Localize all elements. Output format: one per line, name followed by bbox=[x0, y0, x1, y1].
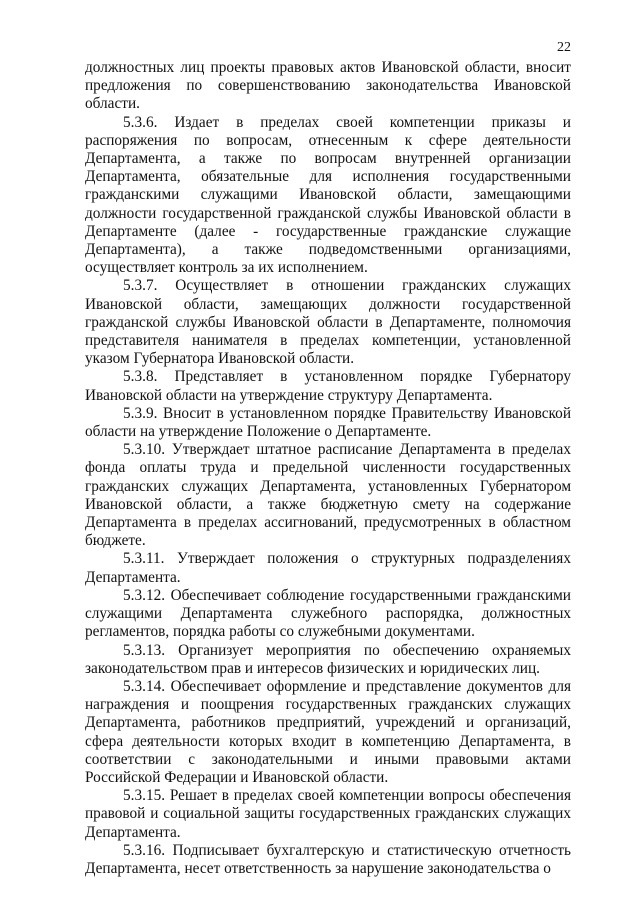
paragraph-5-3-13: 5.3.13. Организует мероприятия по обеспечению охраняемых законодательством прав и интересов физических и юридических лиц. bbox=[85, 641, 571, 677]
paragraph-5-3-16: 5.3.16. Подписывает бухгалтерскую и статистическую отчетность Департамента, несет ответственность за нарушение законодательства о bbox=[85, 841, 571, 877]
paragraph-5-3-6: 5.3.6. Издает в пределах своей компетенции приказы и распоряжения по вопросам, отнесенным к сфере деятельности Департамента, а также по вопросам внутренней организации Департамента, обязательные для исполнения государственными гражданскими служащими Ивановской области, замещающими должности государственной гражданской службы Ивановской области в Департаменте (далее - государственные гражданские служащие Департамента), а также подведомственными организациями, осуществляет контроль за их исполнением. bbox=[85, 113, 571, 277]
paragraph-5-3-9: 5.3.9. Вносит в установленном порядке Правительству Ивановской области на утверждение Положение о Департаменте. bbox=[85, 404, 571, 441]
paragraph-5-3-8: 5.3.8. Представляет в установленном порядке Губернатору Ивановской области на утверждение структуру Департамента. bbox=[85, 368, 571, 404]
paragraph-5-3-12: 5.3.12. Обеспечивает соблюдение государственными гражданскими служащими Департамента служебного распорядка, должностных регламентов, порядка работы со служебными документами. bbox=[85, 586, 571, 641]
paragraph-5-3-14: 5.3.14. Обеспечивает оформление и представление документов для награждения и поощрения государственных гражданских служащих Департамента, работников предприятий, учреждений и организаций, сфера деятельности которых входит в компетенцию Департамента, в соответствии с законодательными и иными правовыми актами Российской Федерации и Ивановской области. bbox=[85, 677, 571, 786]
paragraph-5-3-7: 5.3.7. Осуществляет в отношении гражданских служащих Ивановской области, замещающих должности государственной гражданской службы Ивановской области в Департаменте, полномочия представителя нанимателя в пределах компетенции, установленной указом Губернатора Ивановской области. bbox=[85, 277, 571, 368]
page-number: 22 bbox=[557, 40, 571, 55]
paragraph-5-3-15: 5.3.15. Решает в пределах своей компетенции вопросы обеспечения правовой и социальной защиты государственных гражданских служащих Департамента. bbox=[85, 787, 571, 841]
paragraph-5-3-11: 5.3.11. Утверждает положения о структурных подразделениях Департамента. bbox=[85, 550, 571, 586]
document-body bbox=[85, 59, 571, 878]
paragraph-5-3-10: 5.3.10. Утверждает штатное расписание Департамента в пределах фонда оплаты труда и предельной численности государственных гражданских служащих Департамента, установленных Губернатором Ивановской области, а также бюджетную смету на содержание Департамента в пределах ассигнований, предусмотренных в областном бюджете. bbox=[85, 441, 571, 550]
paragraph-continuation: должностных лиц проекты правовых актов Ивановской области, вносит предложения по совершенствованию законодательства Ивановской области. bbox=[85, 59, 571, 113]
